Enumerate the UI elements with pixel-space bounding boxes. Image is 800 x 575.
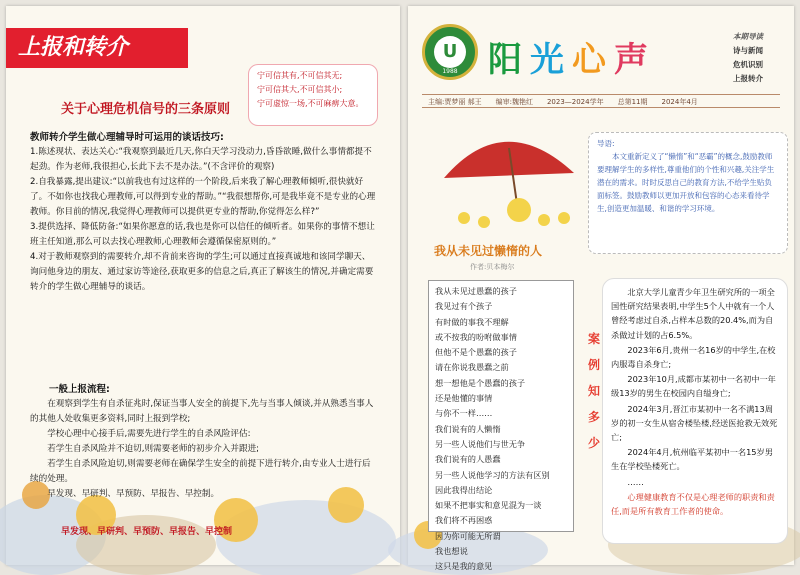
school-year: 2023—2024学年 <box>546 98 604 106</box>
poem-line: 因此我得出结论 <box>435 484 493 495</box>
case-footer: 心理健康教育不仅是心理老师的职责和责任,而是所有教育工作者的使命。 <box>611 491 775 517</box>
poem-line: 还是他懂的事情 <box>435 393 493 404</box>
logo-mark: U <box>434 36 466 68</box>
table-of-contents <box>716 30 780 86</box>
poem-line: 或不按我的吩咐做事情 <box>435 331 517 342</box>
process-item: 学校心理中心接手后,需要先进行学生的自杀风险评估: <box>47 429 251 439</box>
case-label-char: 多 <box>587 410 600 424</box>
poem-line: 我们说有的人懒惰 <box>435 423 501 434</box>
masthead-char: 光 <box>530 40 572 80</box>
poem-line: 这只是我的意见 <box>435 561 493 572</box>
poem-line: 有时做的事我不理解 <box>435 316 509 327</box>
poem-line: 我们将不再困惑 <box>435 515 493 526</box>
case-paragraph: 2024年4月,杭州临平某初中一名15岁男生在学校坠楼死亡。 <box>611 447 773 472</box>
poem-box <box>428 280 574 572</box>
case-box <box>602 278 788 544</box>
masthead-title <box>488 32 656 81</box>
poem-line: 我们说有的人愚蠢 <box>435 454 501 465</box>
toc-item: 危机识别 <box>733 60 763 69</box>
poem-line: 因为你可能无所谓 <box>435 530 501 541</box>
poem-line: 我从未见过愚蠢的孩子 <box>435 286 517 296</box>
poem-line: 另一些人说他学习的方法有区别 <box>435 469 550 480</box>
umbrella-illustration <box>424 118 584 238</box>
right-page <box>408 6 794 572</box>
process-heading: 一般上报流程: <box>49 384 110 395</box>
poem-line: 另一些人说他们与世无争 <box>435 438 526 449</box>
logo-year: 1988 <box>442 68 458 75</box>
section-header: 上报和转介 <box>6 28 188 68</box>
quote-line: 宁可信其大,不可信其小; <box>257 85 343 94</box>
bottom-tag: 早发现、早研判、早预防、早报告、早控制 <box>61 527 233 537</box>
talk-heading: 教师转介学生做心理辅导时可运用的谈话技巧: <box>30 132 224 143</box>
poem-title: 我从未见过懒惰的人 <box>434 244 543 258</box>
case-paragraph: …… <box>627 476 644 487</box>
issue-number: 总第11期 <box>617 98 648 106</box>
case-paragraph: 2023年6月,贵州一名16岁的中学生,在校内服毒自杀身亡; <box>611 344 776 370</box>
poem-author: 作者:贝本梅尔 <box>470 263 515 271</box>
poem-line: 想一想他是个愚蠢的孩子 <box>435 377 526 388</box>
left-page <box>6 6 400 565</box>
intro-box <box>588 132 788 254</box>
masthead-char: 声 <box>614 40 656 80</box>
talk-item: 1.陈述现状、表达关心:“我观察到最近几天,你白天学习没动力,昏昏欲睡,做什么事情都提不起劲。作为老师,我很担心,长此下去不是办法。”(不含评价的观察) <box>30 147 372 172</box>
process-item: 早发现、早研判、早预防、早报告、早控制。 <box>47 489 220 499</box>
reviewer-info: 编审:魏艳红 <box>495 98 533 106</box>
case-paragraph: 2024年3月,晋江市某初中一名不满13周岁的初一女生从宿舍楼坠楼,经送医抢救无效死亡; <box>611 403 778 443</box>
issue-date: 2024年4月 <box>661 98 698 106</box>
process-item: 若学生自杀风险迫切,则需要老师在确保学生安全的前提下进行转介,由专业人士进行后续的处理。 <box>30 459 371 484</box>
case-label-char: 知 <box>587 384 600 398</box>
poem-line: 与你不一样…… <box>435 408 493 419</box>
case-paragraph: 北京大学儿童青少年卫生研究所的一项全国性研究结果表明,中学生5个人中就有一个人曾经考虑过自杀,占样本总数的20.4%,而为自杀做过计划的占6.5%。 <box>611 287 775 340</box>
toc-item: 诗与新闻 <box>733 46 763 55</box>
principles-quote-box <box>248 64 378 126</box>
quote-line: 宁可虚惊一场,不可麻痹大意。 <box>257 99 364 108</box>
intro-text: 本文重新定义了“懒惰”和“恶霸”的概念,鼓励教师要理解学生的多样性,尊重他们的个性和兴趣,关注学生潜在的需求。时时反思自己的教育方法,不给学生贴负面标签。鼓励教师以更加开放和包容的心态来看待学生,创造更加温暖、和谐的学习环境。 <box>597 152 775 213</box>
school-logo <box>422 24 478 80</box>
case-paragraph: 2023年10月,成都市某初中一名初中一年级13岁的男生在校园内自缢身亡; <box>611 374 776 399</box>
process-item: 若学生自杀风险并不迫切,则需要老师的初步介入并跟进; <box>47 444 260 454</box>
talk-section <box>30 130 376 295</box>
talk-item: 4.对于教师观察到的需要转介,却不肯前来咨询的学生;可以通过直接真诚地和该同学聊天、询问他身边的朋友、通过家访等途径,获取更多的信息之后,真正了解该生的情况,并确定需要转介的学生做心理辅导的谈话。 <box>30 252 374 292</box>
intro-label: 导语: <box>597 139 615 148</box>
masthead-char: 阳 <box>488 40 530 80</box>
case-label-char: 案 <box>587 332 600 346</box>
talk-item: 2.自我暴露,提出建议:“以前我也有过这样的一个阶段,后来我了解心理教师倾听,很快就好了。不如你也找我心理教师,可以得到专业的帮助。”“我很想帮你,可是我毕竟不是专业的心理教师。你目前的情况,我觉得心理教师可以提供更专业的帮助,你觉得怎么样?” <box>30 177 376 217</box>
editor-info: 主编:贾梦丽 郝王 <box>428 98 482 106</box>
quote-line: 宁可信其有,不可信其无; <box>257 71 343 80</box>
case-label <box>584 326 604 456</box>
poem-line: 请在你说我愚蠢之前 <box>435 362 509 373</box>
case-label-char: 例 <box>587 358 600 372</box>
issue-info-bar <box>422 94 780 108</box>
toc-title: 本期导读 <box>733 32 763 41</box>
talk-item: 3.提供选择、降低防备:“如果你愿意的话,我也是你可以信任的倾听者。如果你的事情不想让班主任知道,那么可以去找心理教师,心理教师会遵循保密原则的。” <box>30 222 375 247</box>
principles-title: 关于心理危机信号的三条原则 <box>61 102 231 117</box>
case-label-char: 少 <box>587 436 600 450</box>
masthead-char: 心 <box>572 40 614 80</box>
poem-line: 我也想说 <box>435 546 468 557</box>
poem-line: 但他不是个愚蠢的孩子 <box>435 347 517 358</box>
process-section <box>30 382 376 502</box>
process-item: 在观察到学生有自杀征兆时,保证当事人安全的前提下,先与当事人倾谈,并从熟悉当事人的其他人处收集更多资料,同时上报到学校; <box>30 399 374 424</box>
toc-item: 上报转介 <box>733 74 763 83</box>
poem-line: 我见过有个孩子 <box>435 301 493 312</box>
poem-line: 如果不把事实和意见混为一谈 <box>435 500 542 511</box>
